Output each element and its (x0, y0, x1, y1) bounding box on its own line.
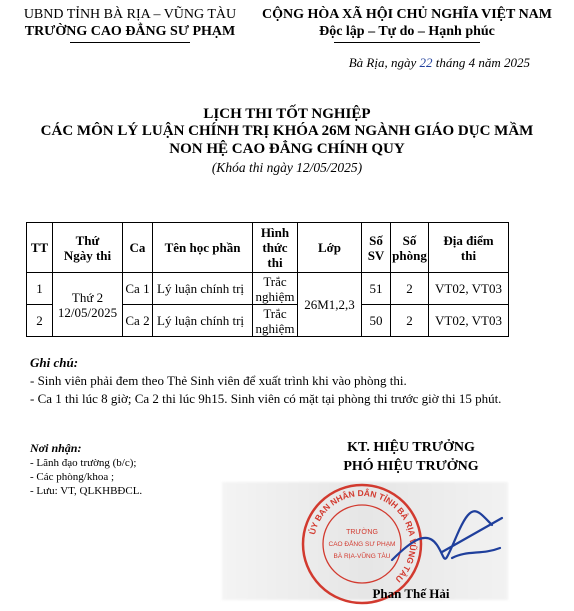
col-header-ca: Ca (123, 223, 153, 273)
cell-subject: Lý luận chính trị (153, 273, 253, 305)
signature-title-1: KT. HIỆU TRƯỞNG (347, 440, 475, 455)
receiver-item: - Lãnh đạo trường (b/c); (30, 457, 137, 469)
col-header-location-l1: Địa điểm (443, 232, 494, 248)
receivers-label: Nơi nhận: (30, 441, 82, 455)
col-header-rooms (391, 223, 429, 273)
cell-class: 26M1,2,3 (298, 273, 362, 337)
cell-format (253, 273, 298, 305)
cell-subject: Lý luận chính trị (153, 305, 253, 337)
cell-tt: 2 (27, 305, 53, 337)
motto-underline (334, 42, 480, 43)
cell-format-l2: nghiệm (255, 288, 295, 304)
notes-label: Ghi chú: (30, 355, 79, 370)
exam-weekday: Thứ 2 (71, 289, 104, 305)
exam-date-subtitle: (Khóa thi ngày 12/05/2025) (211, 160, 363, 175)
cell-tt: 1 (27, 273, 53, 305)
seal-center-1: TRƯỜNG (346, 529, 378, 536)
col-header-tt: TT (27, 223, 53, 273)
col-header-rooms-l1: Số (402, 232, 417, 248)
doc-title-line-1: LỊCH THI TỐT NGHIỆP (203, 106, 371, 122)
note-item-2: - Ca 1 thi lúc 8 giờ; Ca 2 thi lúc 9h15. Sinh viên có mặt tại phòng thi trước giờ thi 15 phút. (30, 391, 502, 406)
cell-students: 51 (362, 273, 391, 305)
cell-students: 50 (362, 305, 391, 337)
col-header-format-l1: Hình (260, 225, 290, 240)
issuer-line-2: TRƯỜNG CAO ĐẲNG SƯ PHẠM (24, 24, 236, 39)
issuer-line-1: UBND TỈNH BÀ RỊA – VŨNG TÀU (23, 7, 237, 22)
signature-title-2: PHÓ HIỆU TRƯỞNG (343, 459, 479, 474)
date-prefix: Bà Rịa, ngày (348, 55, 420, 70)
table-row (27, 273, 509, 305)
col-header-date-l1: Thứ (75, 232, 100, 248)
col-header-date-l2: Ngày thi (63, 247, 112, 263)
doc-title-line-3: NON HỆ CAO ĐẲNG CHÍNH QUY (169, 141, 405, 157)
cell-ca: Ca 1 (123, 273, 153, 305)
seal-center-2: CAO ĐẲNG SƯ PHẠM (328, 541, 396, 548)
col-header-date (53, 223, 123, 273)
seal-center-3: BÀ RỊA-VŨNG TÀU (333, 553, 391, 560)
cell-format (253, 305, 298, 337)
table-header-row (27, 223, 509, 273)
cell-rooms: 2 (391, 305, 429, 337)
date-day: 22 (419, 55, 433, 70)
cell-ca: Ca 2 (123, 305, 153, 337)
cell-exam-date (53, 273, 123, 337)
note-item-1: - Sinh viên phải đem theo Thẻ Sinh viên để xuất trình khi vào phòng thi. (30, 373, 407, 388)
cell-location: VT02, VT03 (429, 273, 509, 305)
col-header-location-l2: thi (460, 247, 477, 263)
cell-format-l2: nghiệm (255, 320, 295, 336)
doc-title-line-2: CÁC MÔN LÝ LUẬN CHÍNH TRỊ KHÓA 26M NGÀNH GIÁO DỤC MẦM (40, 123, 534, 139)
receiver-item: - Lưu: VT, QLKHBĐCL. (30, 485, 143, 497)
col-header-students-l2: SV (367, 247, 385, 263)
col-header-rooms-l2: phòng (392, 247, 427, 263)
seal-ring-text: ỦY BAN NHÂN DÂN TỈNH BÀ RỊA VŨNG TÀU (306, 487, 419, 585)
col-header-location (429, 223, 509, 273)
cell-format-l1: Trắc (263, 273, 287, 289)
cell-location: VT02, VT03 (429, 305, 509, 337)
col-header-format-l3: thi (267, 255, 283, 270)
date-suffix: tháng 4 năm 2025 (432, 55, 530, 70)
issuer-underline (70, 42, 190, 43)
col-header-students (362, 223, 391, 273)
handwritten-signature-icon (382, 500, 512, 580)
cell-format-l1: Trắc (263, 305, 287, 321)
national-motto: Độc lập – Tự do – Hạnh phúc (319, 24, 495, 39)
national-title: CỘNG HÒA XÃ HỘI CHỦ NGHĨA VIỆT NAM (261, 7, 552, 22)
col-header-format-l2: thức (262, 240, 288, 255)
col-header-subject: Tên học phần (153, 223, 253, 273)
col-header-class: Lớp (298, 223, 362, 273)
exam-schedule-table (26, 222, 509, 337)
col-header-students-l1: Số (369, 232, 383, 248)
receiver-item: - Các phòng/khoa ; (30, 471, 115, 483)
issue-date (300, 55, 530, 71)
col-header-format (253, 223, 298, 273)
exam-date: 12/05/2025 (57, 304, 118, 320)
signer-name: Phan Thế Hải (372, 586, 450, 601)
cell-rooms: 2 (391, 273, 429, 305)
